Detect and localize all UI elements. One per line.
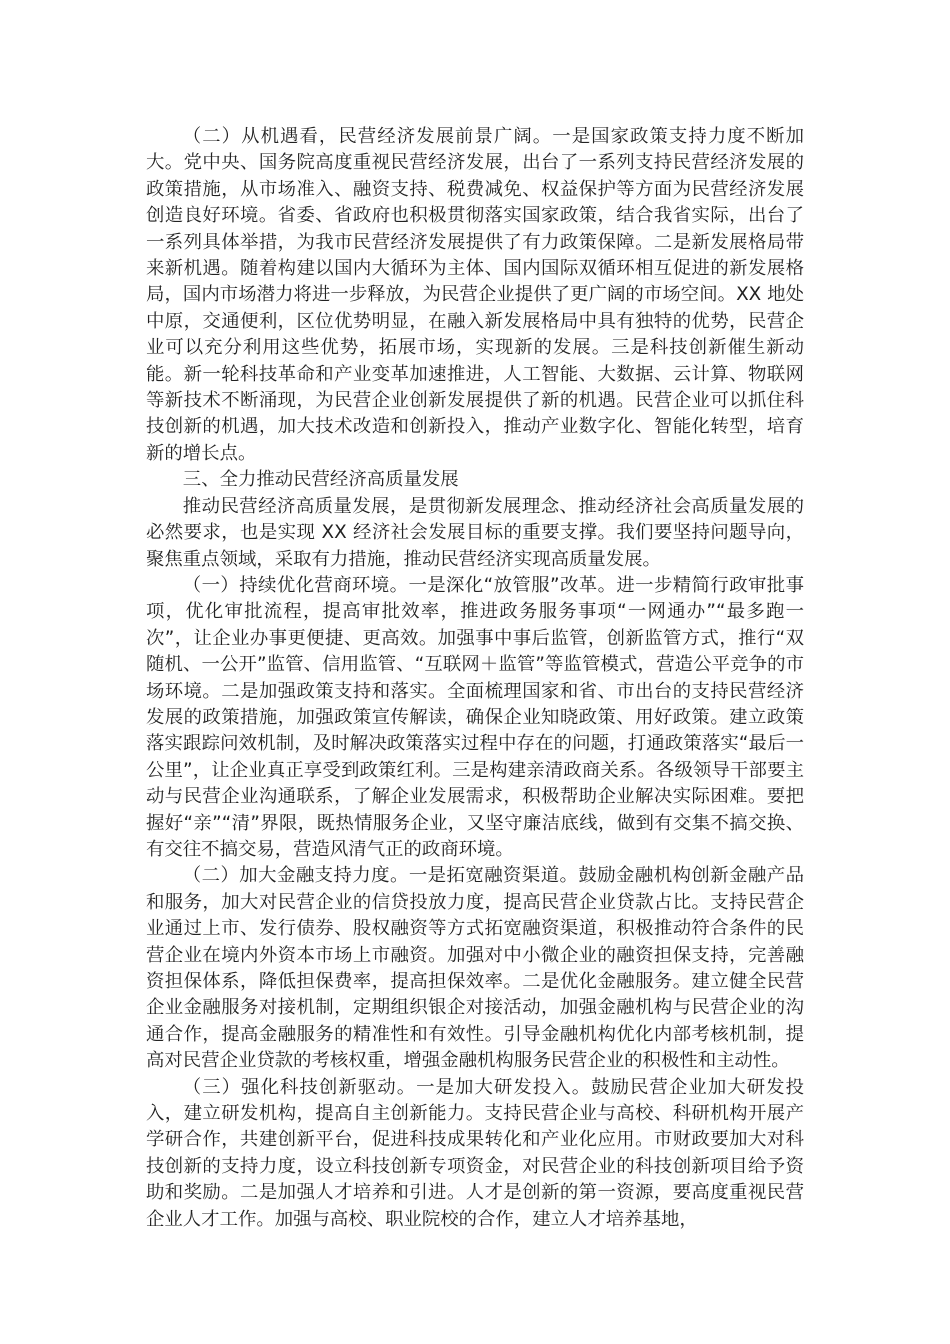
paragraph-financial-support: （二）加大金融支持力度。一是拓宽融资渠道。鼓励金融机构创新金融产品和服务，加大对民营企业的信贷投放力度，提高民营企业贷款占比。支持民营企业通过上市、发行债券、股权融资等方式拓宽融资渠道，积极推动符合条件的民营企业在境内外资本市场上市融资。加强对中小微企业的融资担保支持，完善融资担保体系，降低担保费率，提高担保效率。二是优化金融服务。建立健全民营企业金融服务对接机制，定期组织银企对接活动，加强金融机构与民营企业的沟通合作，提高金融服务的精准性和有效性。引导金融机构优化内部考核机制，提高对民营企业贷款的考核权重，增强金融机构服务民营企业的积极性和主动性。: [146, 865, 804, 1072]
paragraph-tech-innovation: （三）强化科技创新驱动。一是加大研发投入。鼓励民营企业加大研发投入，建立研发机构，提高自主创新能力。支持民营企业与高校、科研机构开展产学研合作，共建创新平台，促进科技成果转化和产业化应用。市财政要加大对科技创新的支持力度，设立科技创新专项资金，对民营企业的科技创新项目给予资助和奖励。二是加强人才培养和引进。人才是创新的第一资源，要高度重视民营企业人才工作。加强与高校、职业院校的合作，建立人才培养基地，: [146, 1076, 804, 1230]
paragraph-opportunities: （二）从机遇看，民营经济发展前景广阔。一是国家政策支持力度不断加大。党中央、国务院高度重视民营经济发展，出台了一系列支持民营经济发展的政策措施，从市场准入、融资支持、税费减免、权益保护等方面为民营经济发展创造良好环境。省委、省政府也积极贯彻落实国家政策，结合我省实际，出台了一系列具体举措，为我市民营经济发展提供了有力政策保障。二是新发展格局带来新机遇。随着构建以国内大循环为主体、国内国际双循环相互促进的新发展格局，国内市场潜力将进一步释放，为民营企业提供了更广阔的市场空间。XX 地处中原，交通便利，区位优势明显，在融入新发展格局中具有独特的优势，民营企业可以充分利用这些优势，拓展市场，实现新的发展。三是科技创新催生新动能。新一轮科技革命和产业变革加速推进，人工智能、大数据、云计算、物联网等新技术不断涌现，为民营企业创新发展提供了新的机遇。民营企业可以抓住科技创新的机遇，加大技术改造和创新投入，推动产业数字化、智能化转型，培育新的增长点。: [146, 126, 804, 464]
section-heading-3: 三、全力推动民营经济高质量发展: [182, 469, 459, 491]
paragraph-business-environment: （一）持续优化营商环境。一是深化“放管服”改革。进一步精简行政审批事项，优化审批流程，提高审批效率，推进政务服务事项“一网通办”“最多跑一次”，让企业办事更便捷、更高效。加强事中事后监管，创新监管方式，推行“双随机、一公开”监管、信用监管、“互联网＋监管”等监管模式，营造公平竞争的市场环境。二是加强政策支持和落实。全面梳理国家和省、市出台的支持民营经济发展的政策措施，加强政策宣传解读，确保企业知晓政策、用好政策。建立政策落实跟踪问效机制，及时解决政策落实过程中存在的问题，打通政策落实“最后一公里”，让企业真正享受到政策红利。三是构建亲清政商关系。各级领导干部要主动与民营企业沟通联系，了解企业发展需求，积极帮助企业解决实际困难。要把握好“亲”“清”界限，既热情服务企业，又坚守廉洁底线，做到有交集不搞交换、有交往不搞交易，营造风清气正的政商环境。: [146, 574, 804, 860]
document-body: [146, 124, 804, 1233]
paragraph-intro: 推动民营经济高质量发展，是贯彻新发展理念、推动经济社会高质量发展的必然要求，也是实现 XX 经济社会发展目标的重要支撑。我们要坚持问题导向，聚焦重点领域，采取有力措施，推动民营经济实现高质量发展。: [146, 495, 804, 570]
